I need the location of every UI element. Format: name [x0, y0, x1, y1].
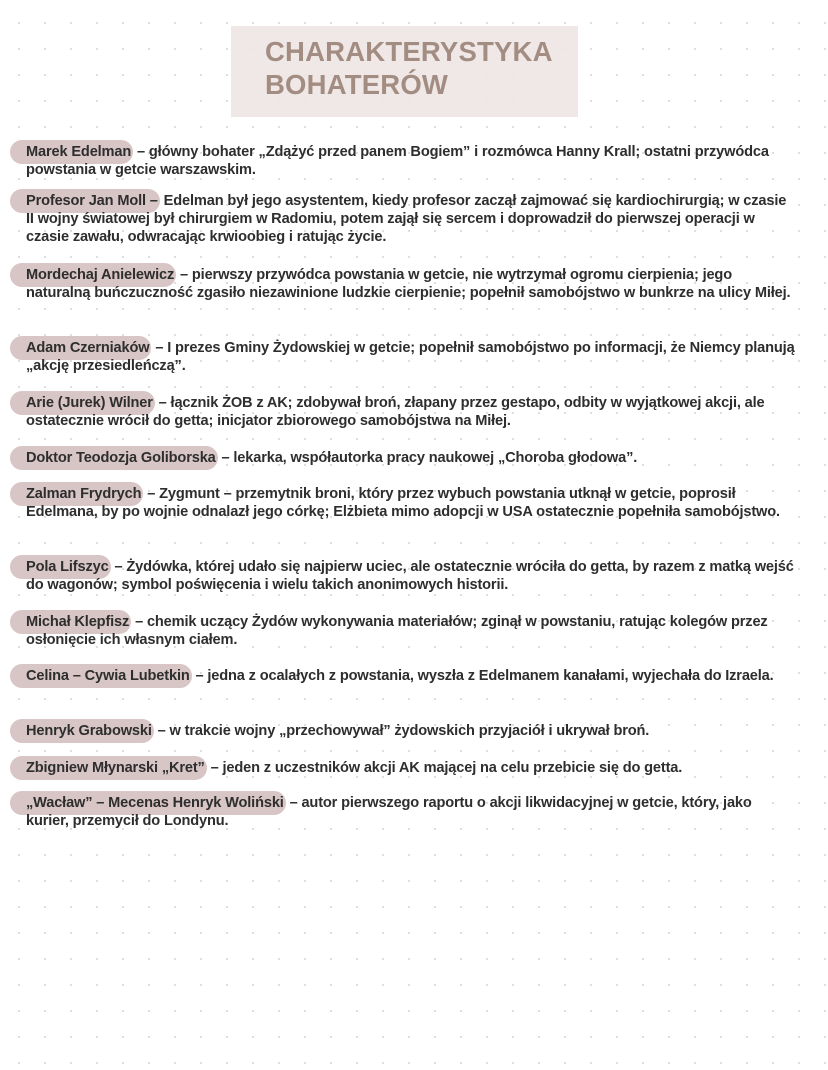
character-description: – lekarka, współautorka pracy naukowej „Choroba głodowa”. — [217, 450, 638, 466]
character-name: Mordechaj Anielewicz — [10, 263, 176, 287]
character-description: – główny bohater „Zdążyć przed panem Bogiem” i rozmówca Hanny Krall; ostatni przywódca powstania w getcie warszawskim. — [26, 144, 769, 178]
character-entry — [26, 449, 796, 467]
character-description: – Zygmunt – przemytnik broni, który przez wybuch powstania utknął w getcie, poprosił Edelmana, by po wojnie odnalazł jego córkę; Elżbieta mimo adopcji w USA ostatecznie popełniła samobójstwo. — [26, 486, 780, 520]
character-description: – pierwszy przywódca powstania w getcie, nie wytrzymał ogromu cierpienia; jego naturalną buńczuczność zgasiło niezawinione ludzkie cierpienie; popełnił samobójstwo w bunkrze na ulicy Miłej. — [26, 267, 791, 301]
character-name: Arie (Jurek) Wilner — [10, 391, 155, 415]
character-name: Zalman Frydrych — [10, 482, 143, 506]
character-name: Pola Lifszyc — [10, 555, 111, 579]
character-name: Henryk Grabowski — [10, 719, 154, 743]
character-name: Marek Edelman — [10, 140, 133, 164]
character-entry — [26, 759, 796, 777]
character-entry — [26, 613, 796, 649]
character-description: – łącznik ŻOB z AK; zdobywał broń, złapany przez gestapo, odbity w wyjątkowej akcji, ale ostatecznie wrócił do getta; inicjator zbiorowego samobójstwa na Miłej. — [26, 395, 765, 429]
character-entry — [26, 722, 796, 740]
title-line-2: BOHATERÓW — [265, 69, 449, 100]
title-line-1: CHARAKTERYSTYKA — [265, 36, 553, 67]
character-entry — [26, 667, 796, 685]
character-entry — [26, 558, 796, 594]
character-description: – jeden z uczestników akcji AK mającej na celu przebicie się do getta. — [206, 760, 683, 776]
character-description: – chemik uczący Żydów wykonywania materiałów; zginął w powstaniu, ratując kolegów przez osłonięcie ich własnym ciałem. — [26, 614, 768, 648]
character-name: Zbigniew Młynarski „Kret” — [10, 756, 207, 780]
character-description: – jedna z ocalałych z powstania, wyszła z Edelmanem kanałami, wyjechała do Izraela. — [191, 668, 774, 684]
character-entry — [26, 266, 796, 302]
page-title — [265, 35, 553, 101]
character-name: „Wacław” – Mecenas Henryk Woliński — [10, 791, 286, 815]
character-description: – I prezes Gminy Żydowskiej w getcie; popełnił samobójstwo po informacji, że Niemcy planują „akcję przesiedleńczą”. — [26, 340, 795, 374]
character-description: Edelman był jego asystentem, kiedy profesor zaczął zajmować się kardiochirurgią; w czasie II wojny światowej był chirurgiem w Radomiu, potem zajął się sercem i doprowadził do pierwszej operacji w czasie zawału, odwracając krwioobieg i ratując życie. — [26, 193, 787, 245]
title-box — [231, 26, 578, 117]
character-name: Adam Czerniaków — [10, 336, 151, 360]
character-entry — [26, 192, 796, 246]
character-name: Doktor Teodozja Goliborska — [10, 446, 218, 470]
character-description: – Żydówka, której udało się najpierw uciec, ale ostatecznie wróciła do getta, by razem z matką wejść do wagonów; symbol poświęcenia i wielu takich anonimowych historii. — [26, 559, 794, 593]
character-name: Celina – Cywia Lubetkin — [10, 664, 192, 688]
character-description: – w trakcie wojny „przechowywał” żydowskich przyjaciół i ukrywał broń. — [153, 723, 650, 739]
character-entry — [26, 394, 796, 430]
character-entry — [26, 143, 796, 179]
character-entry — [26, 485, 796, 521]
character-entry — [26, 794, 796, 830]
character-entry — [26, 339, 796, 375]
character-name: Profesor Jan Moll – — [10, 189, 160, 213]
character-name: Michał Klepfisz — [10, 610, 131, 634]
character-description: – autor pierwszego raportu o akcji likwidacyjnej w getcie, który, jako kurier, przemycił do Londynu. — [26, 795, 752, 829]
